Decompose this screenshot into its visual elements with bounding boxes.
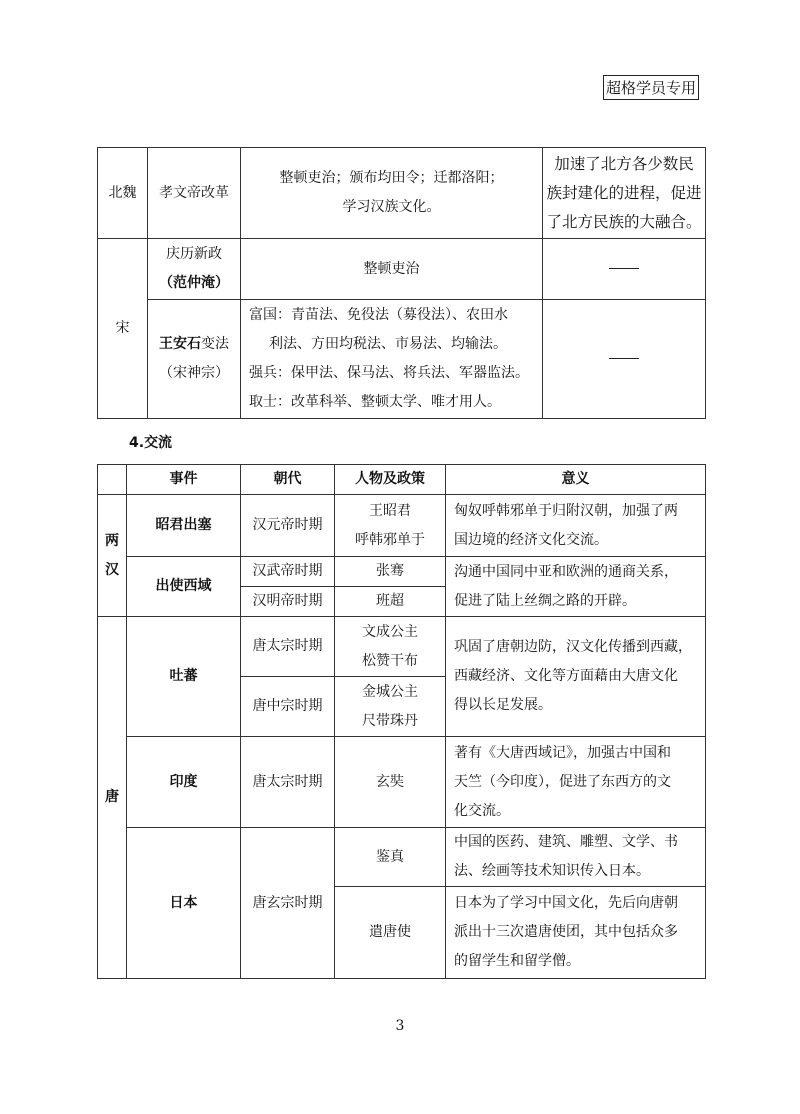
period-cell: 唐太宗时期 <box>241 737 335 828</box>
period-cell: 唐太宗时期 <box>241 617 335 677</box>
significance-cell <box>543 300 706 419</box>
table-row <box>98 737 706 828</box>
dash-mark <box>609 358 639 359</box>
event-cell: 日本 <box>127 828 241 979</box>
period-cell: 汉元帝时期 <box>241 495 335 557</box>
event-cell: 昭君出塞 <box>127 495 241 557</box>
dynasty-cell: 北魏 <box>98 148 148 239</box>
meaning-cell: 沟通中国同中亚和欧洲的通商关系， 促进了陆上丝绸之路的开辟。 <box>446 557 706 617</box>
meaning-cell: 匈奴呼韩邪单于归附汉朝，加强了两 国边境的经济文化交流。 <box>446 495 706 557</box>
period-cell: 汉明帝时期 <box>241 587 335 617</box>
header-event: 事件 <box>127 465 241 495</box>
dynasty-cell: 唐 <box>98 617 127 979</box>
reform-name-cell: 庆历新政 （范仲淹） <box>148 239 241 300</box>
section-title: 4.交流 <box>129 435 173 451</box>
table-row <box>98 239 706 300</box>
table-row <box>98 148 706 239</box>
people-cell: 遣唐使 <box>335 887 446 979</box>
event-cell: 吐蕃 <box>127 617 241 737</box>
table-row <box>98 617 706 677</box>
event-cell: 印度 <box>127 737 241 828</box>
significance-cell: 加速了北方各少数民 族封建化的进程，促进 了北方民族的大融合。 <box>543 148 706 239</box>
people-cell: 金城公主 尺带珠丹 <box>335 677 446 737</box>
dynasty-cell: 宋 <box>98 239 148 419</box>
table-row <box>98 557 706 587</box>
reform-name-cell: 王安石变法 （宋神宗） <box>148 300 241 419</box>
meaning-cell: 著有《大唐西域记》，加强古中国和 天竺（今印度），促进了东西方的文 化交流。 <box>446 737 706 828</box>
dash-mark <box>609 268 639 269</box>
people-cell: 张骞 <box>335 557 446 587</box>
reform-content-cell: 富国：青苗法、免役法（募役法）、农田水 利法、方田均税法、市易法、均输法。 强兵：保甲法、保马法、将兵法、军器监法。 取士：改革科举、整顿太学、唯才用人。 <box>241 300 543 419</box>
period-cell: 汉武帝时期 <box>241 557 335 587</box>
people-cell: 文成公主 松赞干布 <box>335 617 446 677</box>
header-period: 朝代 <box>241 465 335 495</box>
reform-content-cell: 整顿吏治；颁布均田令；迁都洛阳； 学习汉族文化。 <box>241 148 543 239</box>
header-people: 人物及政策 <box>335 465 446 495</box>
table-row <box>98 495 706 557</box>
people-cell: 班超 <box>335 587 446 617</box>
header-meaning: 意义 <box>446 465 706 495</box>
page-number: 3 <box>395 1018 405 1034</box>
people-cell: 王昭君 呼韩邪单于 <box>335 495 446 557</box>
table-row <box>98 300 706 419</box>
significance-cell <box>543 239 706 300</box>
period-cell: 唐玄宗时期 <box>241 828 335 979</box>
member-only-badge: 超格学员专用 <box>603 75 699 100</box>
dynasty-cell: 两 汉 <box>98 495 127 617</box>
reform-content-cell: 整顿吏治 <box>241 239 543 300</box>
meaning-cell: 中国的医药、建筑、雕塑、文学、书 法、绘画等技术知识传入日本。 <box>446 828 706 887</box>
period-cell: 唐中宗时期 <box>241 677 335 737</box>
table-row <box>98 828 706 887</box>
people-cell: 鉴真 <box>335 828 446 887</box>
people-cell: 玄奘 <box>335 737 446 828</box>
header-row <box>98 465 706 495</box>
reform-name-cell: 孝文帝改革 <box>148 148 241 239</box>
event-cell: 出使西域 <box>127 557 241 617</box>
meaning-cell: 巩固了唐朝边防，汉文化传播到西藏， 西藏经济、文化等方面藉由大唐文化 得以长足发展。 <box>446 617 706 737</box>
meaning-cell: 日本为了学习中国文化，先后向唐朝 派出十三次遣唐使团，其中包括众多 的留学生和留学僧。 <box>446 887 706 979</box>
exchange-table <box>97 464 706 979</box>
reform-table <box>97 147 706 419</box>
